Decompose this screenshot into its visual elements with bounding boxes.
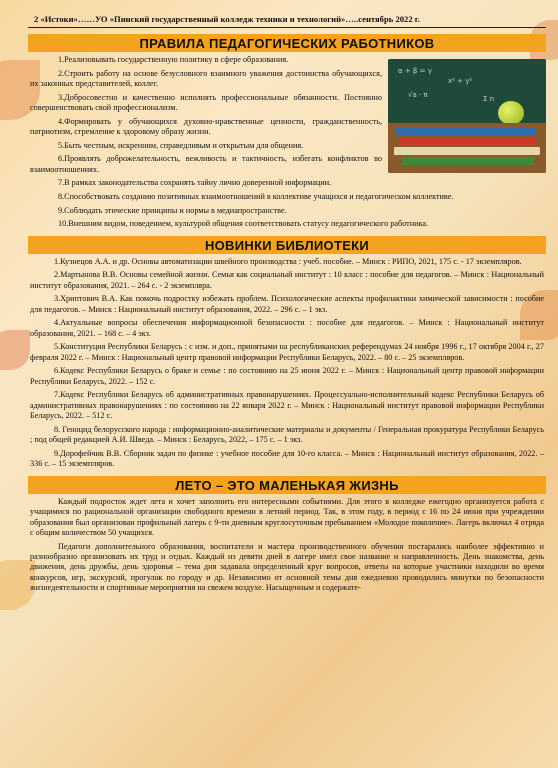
rule-item: 9.Соблюдать этические принципы и нормы в медиапространстве.	[58, 205, 287, 215]
rule-item: 2.Строить работу на основе безусловного взаимного уважения достоинства обучающихся, их законных представителей, коллег.	[30, 68, 382, 89]
article-paragraph: Педагоги дополнительного образования, воспитатели и мастера производственного обучения постарались наиболее эффективно и разнообразно организовать их труд и отдых. Каждый из девяти дней в лагере имел свое название и направленность. День знакомства, день движения, день дружбы, день здоровья – тема дня задавала определенный круг вопросов, ответы на которые участники находили во время конкурсов, игр, экскурсий, прогулок по городу и др. Независимо от основной темы дня ежедневно проводились минутки по безопасности жизнедеятельности и спортивные мероприятия на свежем воздухе. Насыщенным и содержате-	[30, 541, 544, 593]
book-entry: 1.Кузнецов А.А. и др. Основы автоматизации швейного производства : учеб. пособие. – Минск : РИПО, 2021, 175 с. - 17 экземпляров.	[54, 256, 522, 266]
summer-section	[28, 497, 546, 594]
page-header: 2 «Истоки»……УО «Пинский государственный колледж техники и технологий»…..сентябрь 2022 г.	[28, 12, 546, 28]
rule-item: 10.Внешним видом, поведением, культурой общения соответствовать статусу педагогического работника.	[58, 219, 429, 229]
rule-item: 4.Формировать у обучающихся духовно-нравственные ценности, гражданственность, патриотизм, стремление к здоровому образу жизни.	[30, 116, 382, 137]
library-section	[28, 257, 546, 470]
book-entry: 3.Хриптович В.А. Как помочь подростку избежать проблем. Психологические аспекты профилактики химической зависимости : пособие для педагогов. – Минск : Национальный институт образования, 2022. – 296 с. – 1 экз.	[30, 294, 544, 314]
books-chalkboard-image: α + β = γ x² + y² √a · π Σ n	[388, 59, 546, 173]
book-entry: 6.Кодекс Республики Беларусь о браке и семье : по состоянию на 25 июня 2022 г. – Минск : Национальный центр правовой информации Республики Беларусь, 2022. – 152 с.	[30, 366, 544, 386]
apple-icon	[498, 101, 524, 125]
rule-item: 8.Способствовать созданию позитивных взаимоотношений в коллективе учащихся и педагогическом коллективе.	[58, 191, 454, 201]
book-entry: 4.Актуальные вопросы обеспечения информационной безопасности : пособие для педагогов. – Минск : Национальный институт образования, 2021. – 168 с. – 4 экз.	[30, 318, 544, 338]
book-entry: 7.Кодекс Республики Беларусь об административных правонарушениях. Процессуально-исполнительный кодекс Республики Беларусь об административных правонарушениях : по состоянию на 22 января 2022 г. – Минск : Национальный институт правовой информации Республики Беларусь, 2022. – 512 с.	[30, 390, 544, 421]
rule-item: 1.Реализовывать государственную политику в сфере образования.	[58, 55, 289, 65]
newspaper-page	[28, 12, 546, 594]
book-entry: 8. Геноцид белорусского народа : информационно-аналитические материалы и документы / Генеральная прокуратура Республики Беларусь ; под общей редакцией А.И. Шведа. – Минск : Беларусь, 2022, – 175 с. – 1 экз.	[30, 424, 544, 445]
rules-section	[28, 55, 546, 229]
article-paragraph: Каждый подросток ждет лета и хочет заполнить его интересными событиями. Для этого в колледже ежегодно организуется работа с учащимися по рациональной организации свободного времени в летний период. Так, в этом году, в период с 16 по 24 июня при учреждении образования был организован профильный лагерь с 9-ти дневным круглосуточным пребыванием «Молодое поколение». Лагерь включал 4 отряда с общим количеством 50 учащихся.	[30, 496, 544, 537]
rule-item: 5.Быть честным, искренним, справедливым и открытым для общения.	[58, 140, 304, 150]
book-entry: 2.Мартынова В.В. Основы семейной жизни. Семья как социальный институт : 10 класс : пособие для педагогов. – Минск : Национальный институт образования, 2021. – 264 с. - 2 экземпляра.	[30, 270, 544, 290]
section-title-library: НОВИНКИ БИБЛИОТЕКИ	[28, 236, 546, 254]
rule-item: 6.Проявлять доброжелательность, вежливость и тактичность, избегать конфликтов во взаимоотношениях.	[30, 154, 382, 174]
decorative-leaf	[0, 330, 30, 370]
book-entry: 9.Дорофейчик В.В. Сборник задач по физике : учебное пособие для 10-го класса. – Минск : Национальный институт образования, 2022. – 336 с. – 15 экземпляров.	[30, 448, 544, 469]
section-title-summer: ЛЕТО – ЭТО МАЛЕНЬКАЯ ЖИЗНЬ	[28, 476, 546, 494]
rule-item: 7.В рамках законодательства сохранять тайну лично доверенной информации.	[58, 178, 332, 188]
rule-item: 3.Добросовестно и качественно исполнять профессиональные обязанности. Постоянно совершенствовать свой профессионализм.	[30, 92, 382, 113]
section-title-rules: ПРАВИЛА ПЕДАГОГИЧЕСКИХ РАБОТНИКОВ	[28, 34, 546, 52]
book-entry: 5.Конституция Республики Беларусь : с изм. и доп., принятыми на республиканских референдумах 24 ноября 1996 г., 17 октября 2004 г., 27 февраля 2022 г. – Минск : Национальный центр правовой информации Республики Беларусь, 2022. – 80 с. – 25 экземпляров.	[30, 342, 544, 362]
